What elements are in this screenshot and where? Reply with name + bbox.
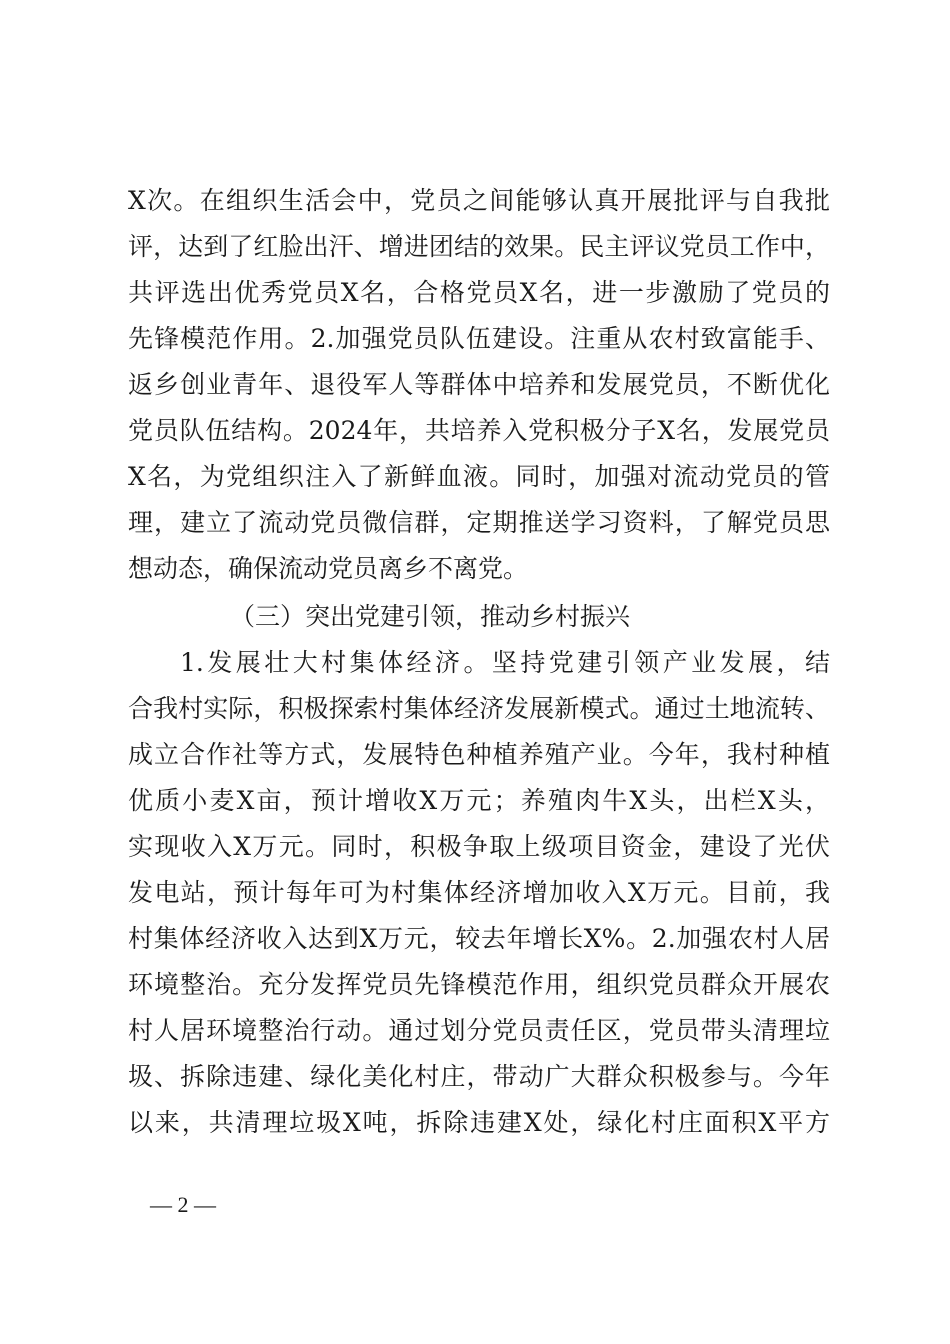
text-line: 发电站，预计每年可为村集体经济增加收入X万元。目前，我 bbox=[128, 878, 830, 907]
text-line: 党员队伍结构。2024年，共培养入党积极分子X名，发展党员 bbox=[128, 416, 830, 445]
text-line: 成立合作社等方式，发展特色种植养殖产业。今年，我村种植 bbox=[128, 740, 830, 769]
section-heading: （三）突出党建引领，推动乡村振兴 bbox=[230, 602, 631, 631]
text-line: 评，达到了红脸出汗、增进团结的效果。民主评议党员工作中， bbox=[128, 232, 830, 261]
text-line: 返乡创业青年、退役军人等群体中培养和发展党员，不断优化 bbox=[128, 370, 830, 399]
text-line: 村人居环境整治行动。通过划分党员责任区，党员带头清理垃 bbox=[128, 1016, 830, 1045]
text-line: X次。在组织生活会中，党员之间能够认真开展批评与自我批 bbox=[128, 186, 830, 215]
text-line: 实现收入X万元。同时，积极争取上级项目资金，建设了光伏 bbox=[128, 832, 830, 861]
text-line: 理，建立了流动党员微信群，定期推送学习资料，了解党员思 bbox=[128, 508, 830, 537]
text-line: 1.发展壮大村集体经济。坚持党建引领产业发展，结 bbox=[180, 648, 830, 677]
text-line: 先锋模范作用。2.加强党员队伍建设。注重从农村致富能手、 bbox=[128, 324, 830, 353]
text-line: X名，为党组织注入了新鲜血液。同时，加强对流动党员的管 bbox=[128, 462, 830, 491]
text-line: 共评选出优秀党员X名，合格党员X名，进一步激励了党员的 bbox=[128, 278, 830, 307]
text-line: 圾、拆除违建、绿化美化村庄，带动广大群众积极参与。今年 bbox=[128, 1062, 830, 1091]
text-line: 以来，共清理垃圾X吨，拆除违建X处，绿化村庄面积X平方 bbox=[128, 1108, 830, 1137]
page-number: — 2 — bbox=[150, 1192, 216, 1217]
text-line: 环境整治。充分发挥党员先锋模范作用，组织党员群众开展农 bbox=[128, 970, 830, 999]
text-line: 合我村实际，积极探索村集体经济发展新模式。通过土地流转、 bbox=[128, 694, 830, 723]
text-line: 想动态，确保流动党员离乡不离党。 bbox=[128, 554, 529, 583]
text-line: 村集体经济收入达到X万元，较去年增长X%。2.加强农村人居 bbox=[128, 924, 830, 953]
text-line: 优质小麦X亩，预计增收X万元；养殖肉牛X头，出栏X头， bbox=[128, 786, 830, 815]
